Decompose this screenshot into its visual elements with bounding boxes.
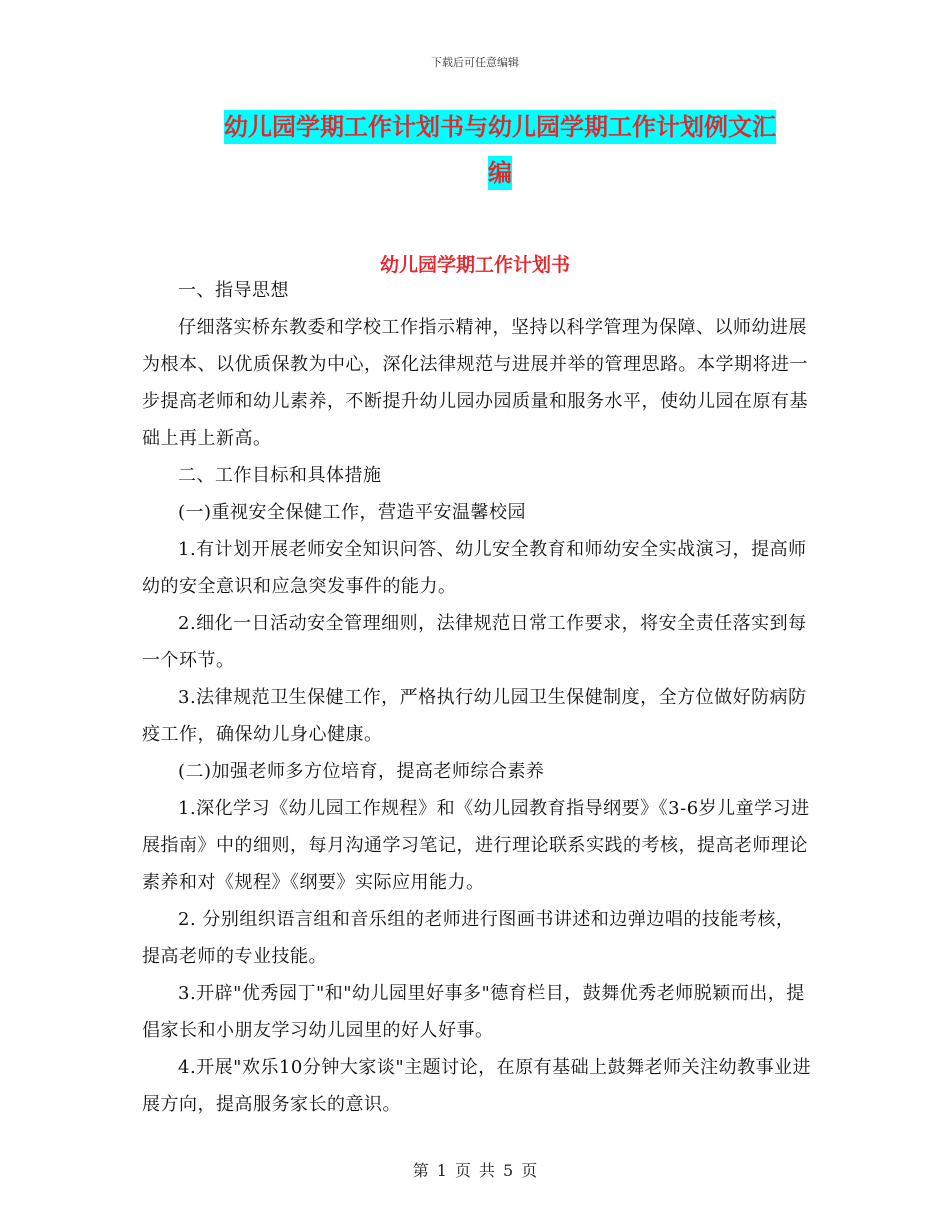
document-body: [142, 272, 812, 1123]
title-line-1: 幼儿园学期工作计划书与幼儿园学期工作计划例文汇: [224, 110, 776, 144]
footer-suffix: 页: [521, 1161, 538, 1180]
paragraph: 仔细落实桥东教委和学校工作指示精神，坚持以科学管理为保障、以师幼进展为根本、以优质保教为中心，深化法律规范与进展并举的管理思路。本学期将进一步提高老师和幼儿素养，不断提升幼儿园办园质量和服务水平，使幼儿园在原有基础上再上新高。: [142, 317, 808, 449]
title-line-2: 编: [488, 156, 512, 190]
footer-page-word: 页: [454, 1161, 471, 1180]
footer-total-pages: 5: [503, 1161, 514, 1180]
footer-page-number: 1: [436, 1161, 447, 1180]
document-title: [195, 110, 805, 190]
list-item: 2.细化一日活动安全管理细则，法律规范日常工作要求，将安全责任落实到每一个环节。: [142, 613, 807, 671]
list-item: 3.法律规范卫生保健工作，严格执行幼儿园卫生保健制度，全方位做好防病防疫工作，确保幼儿身心健康。: [142, 687, 807, 745]
subheading-teacher-training: (二)加强老师多方位培育，提高老师综合素养: [178, 761, 545, 782]
footer-prefix: 第: [412, 1161, 429, 1180]
list-item: 4.开展"欢乐10分钟大家谈"主题讨论，在原有基础上鼓舞老师关注幼教事业进展方向，提高服务家长的意识。: [142, 1057, 812, 1115]
subheading-safety: (一)重视安全保健工作，营造平安温馨校园: [178, 502, 527, 523]
list-item: 1.有计划开展老师安全知识问答、幼儿安全教育和师幼安全实战演习，提高师幼的安全意识和应急突发事件的能力。: [142, 539, 807, 597]
list-item: 3.开辟"优秀园丁"和"幼儿园里好事多"德育栏目，鼓舞优秀老师脱颖而出，提倡家长和小朋友学习幼儿园里的好人好事。: [142, 983, 805, 1041]
page-header-note: 下载后可任意编辑: [431, 56, 519, 69]
heading-goals-measures: 二、工作目标和具体措施: [178, 465, 382, 486]
heading-guiding-thought: 一、指导思想: [178, 280, 289, 301]
section-title: 幼儿园学期工作计划书: [379, 254, 570, 276]
list-item: 2. 分别组织语言组和音乐组的老师进行图画书讲述和边弹边唱的技能考核，提高老师的专业技能。: [142, 909, 795, 967]
list-item: 1.深化学习《幼儿园工作规程》和《幼儿园教育指导纲要》《3-6岁儿童学习进展指南》中的细则，每月沟通学习笔记，进行理论联系实践的考核，提高老师理论素养和对《规程》《纲要》实际应用能力。: [142, 798, 810, 893]
footer-total-word: 共: [479, 1161, 496, 1180]
page-footer: [0, 1158, 950, 1181]
